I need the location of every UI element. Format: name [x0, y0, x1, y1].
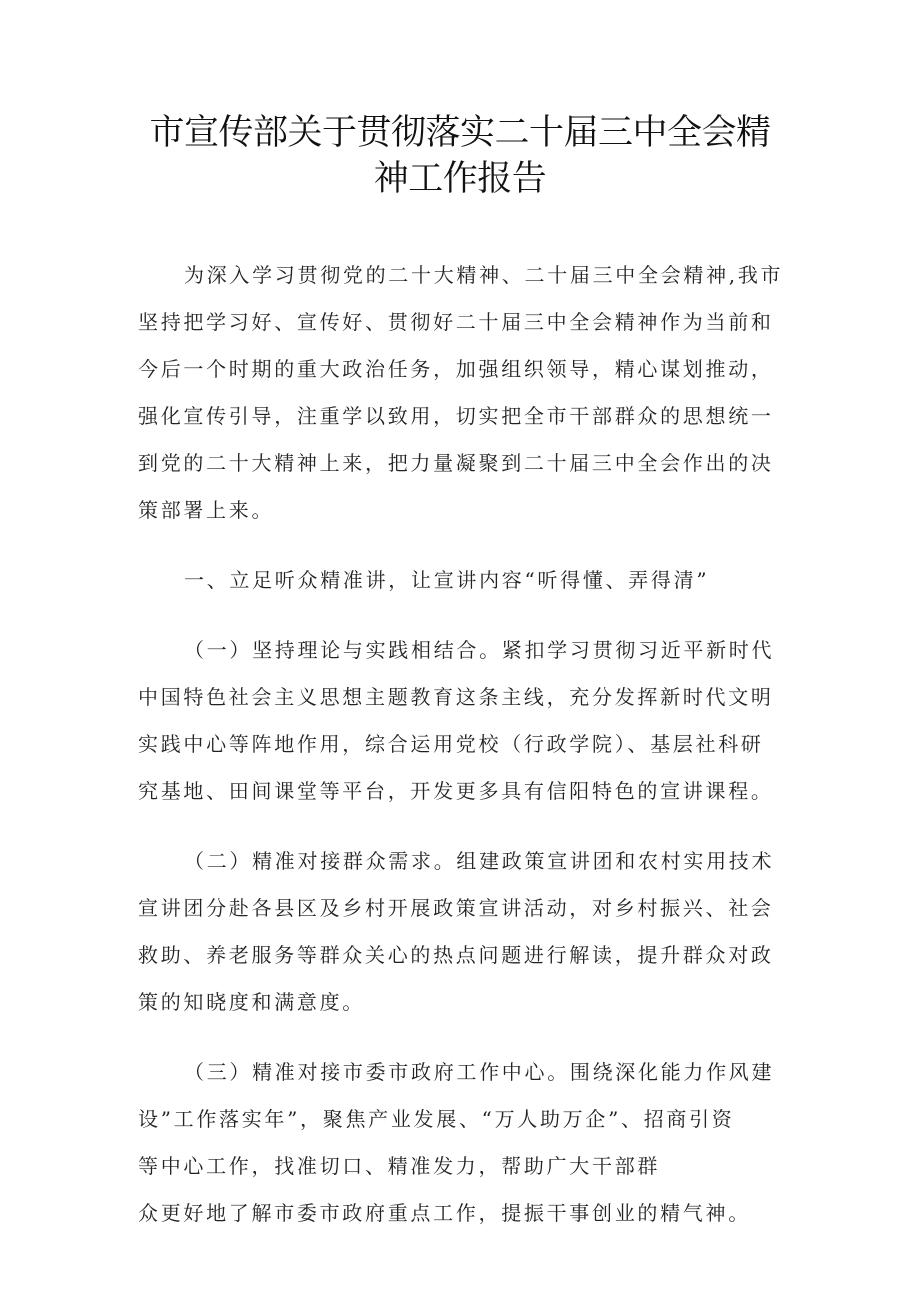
- text-line: 等中心工作，找准切口、精准发力，帮助广大干部群: [138, 1154, 661, 1178]
- text-line: 究基地、田间课堂等平台，开发更多具有信阳特色的宣讲课程。: [138, 779, 774, 803]
- text-line: 今后一个时期的重大政治任务，加强组织领导，精心谋划推动，: [138, 357, 774, 381]
- text-line: 救助、养老服务等群众关心的热点问题进行解读，提升群众对政: [138, 943, 774, 967]
- paragraph-subsection-2: [138, 838, 798, 1026]
- section-heading: [138, 557, 798, 604]
- document-body: [138, 252, 798, 1237]
- text-line: 实践中心等阵地作用，综合运用党校（行政学院）、基层社科研: [138, 732, 764, 756]
- text-line: 众更好地了解市委市政府重点工作，提振干事创业的精气神。: [138, 1201, 751, 1225]
- text-line: （三）精准对接市委市政府工作中心。围绕深化能力作风建: [184, 1060, 775, 1084]
- text-line: 策的知晓度和满意度。: [138, 990, 365, 1014]
- text-line: 坚持把学习好、宣传好、贯彻好二十届三中全会精神作为当前和: [138, 310, 774, 334]
- text-line: 一、立足听众精准讲，让宣讲内容“听得懂、弄得清”: [184, 568, 710, 592]
- text-line: （一）坚持理论与实践相结合。紧扣学习贯彻习近平新时代: [184, 638, 775, 662]
- text-line: （二）精准对接群众需求。组建政策宣讲团和农村实用技术: [184, 849, 775, 873]
- text-line: 强化宣传引导，注重学以致用，切实把全市干部群众的思想统一: [138, 404, 774, 428]
- text-line: 宣讲团分赴各县区及乡村开展政策宣讲活动，对乡村振兴、社会: [138, 896, 774, 920]
- text-line: 为深入学习贯彻党的二十大精神、二十届三中全会精神,我市: [184, 263, 784, 287]
- text-line: 策部署上来。: [138, 498, 275, 522]
- text-line: 中国特色社会主义思想主题教育这条主线，充分发挥新时代文明: [138, 685, 774, 709]
- title-line-2: 神工作报告: [373, 159, 547, 199]
- paragraph-subsection-1: [138, 627, 798, 815]
- document-title: [0, 110, 920, 202]
- text-line: 设”工作落实年”，聚焦产业发展、“万人助万企”、招商引资: [138, 1107, 735, 1131]
- paragraph-subsection-3: [138, 1049, 798, 1237]
- text-line: 到党的二十大精神上来，把力量凝聚到二十届三中全会作出的决: [138, 451, 774, 475]
- paragraph-intro: [138, 252, 798, 534]
- title-line-1: 市宣传部关于贯彻落实二十届三中全会精: [149, 113, 771, 153]
